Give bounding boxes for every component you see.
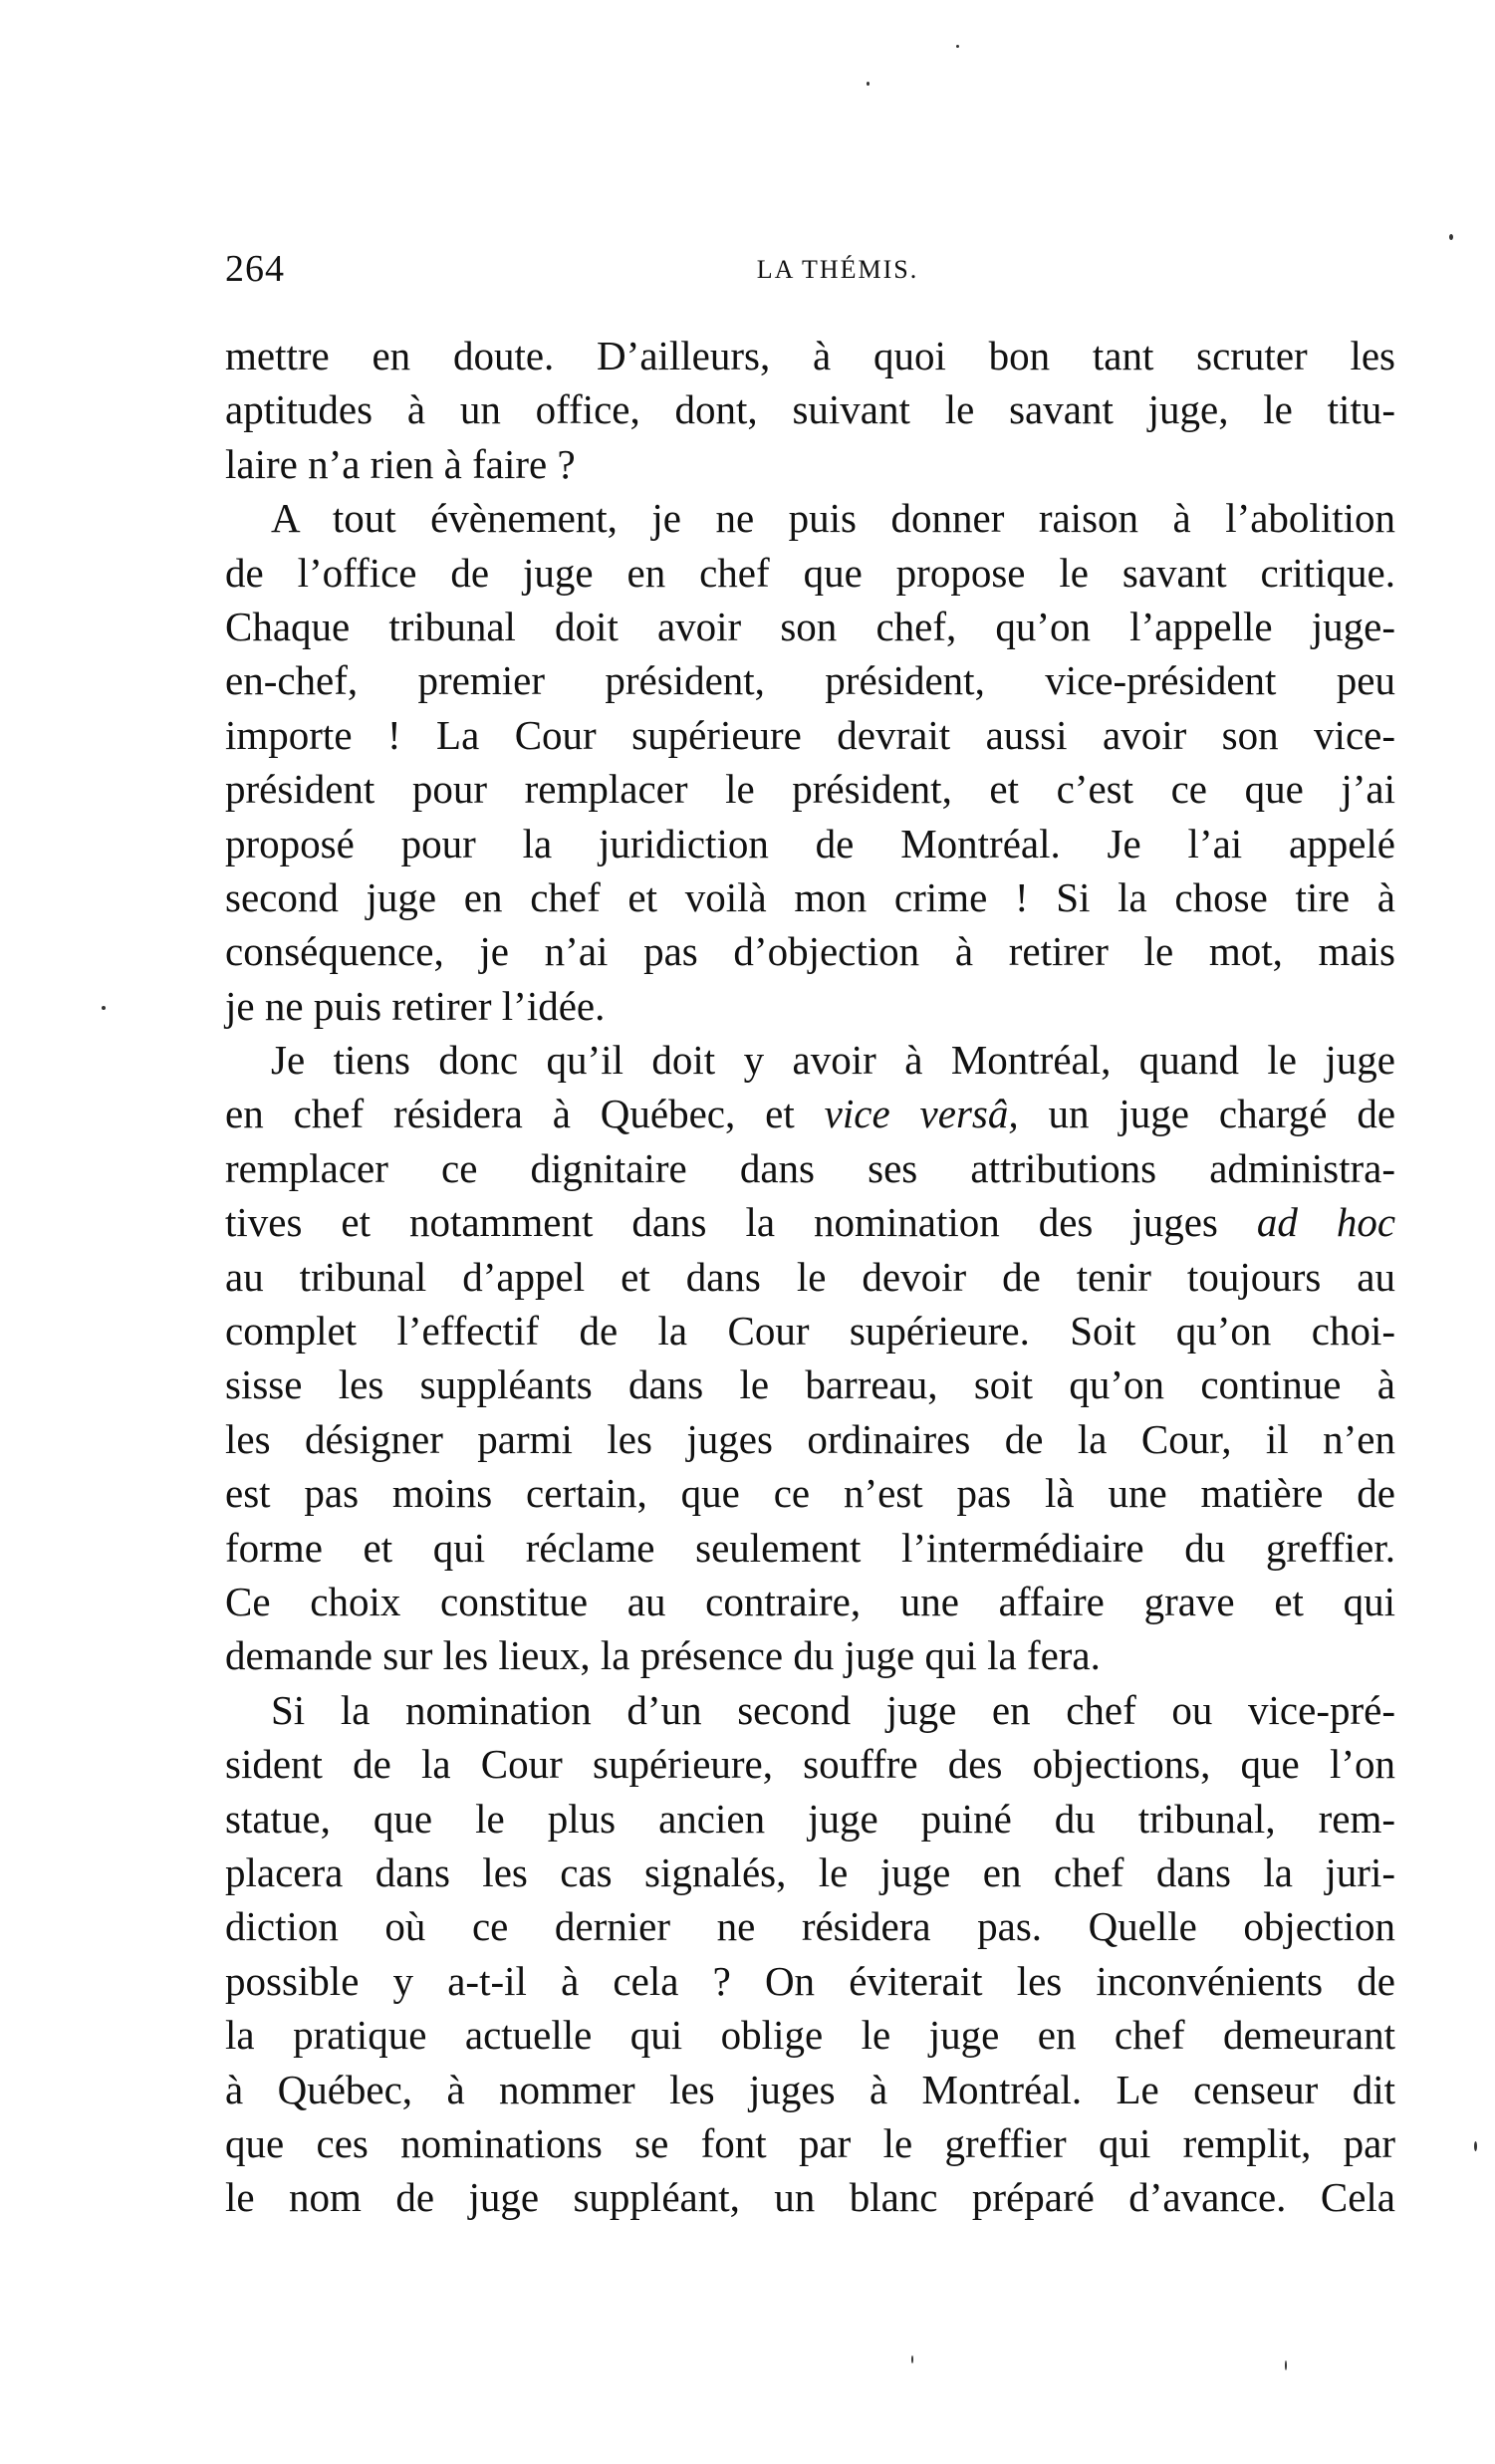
text-line: aptitudes à un office, dont, suivant le savant juge, le titu- bbox=[225, 386, 1395, 433]
text-line: président pour remplacer le président, et c’est ce que j’ai bbox=[225, 766, 1395, 813]
text-line: est pas moins certain, que ce n’est pas là une matière de bbox=[225, 1470, 1395, 1517]
body-text bbox=[225, 329, 1395, 2225]
italic-phrase: ad hoc bbox=[1256, 1199, 1396, 1246]
text-line: laire n’a rien à faire ? bbox=[225, 440, 576, 487]
text-line: complet l’effectif de la Cour supérieure. Soit qu’on choi- bbox=[225, 1308, 1395, 1355]
text-line: Ce choix constitue au contraire, une affaire grave et qui bbox=[225, 1578, 1395, 1624]
text-line: proposé pour la juridiction de Montréal. Je l’ai appelé bbox=[225, 820, 1395, 866]
page-number: 264 bbox=[225, 248, 285, 290]
text-line: statue, que le plus ancien juge puiné du tribunal, rem- bbox=[225, 1795, 1395, 1842]
text-line: A tout évènement, je ne puis donner raison à l’abolition bbox=[271, 495, 1395, 542]
scan-speck bbox=[102, 1006, 106, 1010]
text-line: diction où ce dernier ne résidera pas. Quelle objection bbox=[225, 1903, 1395, 1950]
scan-speck bbox=[1474, 2141, 1477, 2151]
scan-speck bbox=[867, 82, 870, 86]
scan-speck bbox=[1449, 234, 1453, 240]
text-line: la pratique actuelle qui oblige le juge en chef demeurant bbox=[225, 2012, 1395, 2059]
page-header bbox=[225, 247, 1395, 307]
paragraph-3 bbox=[225, 1033, 1395, 1683]
text-line-mixed bbox=[225, 1195, 1395, 1249]
text-segment: un juge chargé de bbox=[1048, 1091, 1396, 1137]
text-line: possible y a-t-il à cela ? On éviterait les inconvénients de bbox=[225, 1957, 1395, 2004]
text-line: en-chef, premier président, président, vice-président peu bbox=[225, 657, 1395, 704]
running-title: LA THÉMIS. bbox=[756, 255, 919, 284]
scan-speck bbox=[911, 2355, 913, 2363]
text-line: second juge en chef et voilà mon crime ! Si la chose tire à bbox=[225, 873, 1395, 920]
text-line: au tribunal d’appel et dans le devoir de tenir toujours au bbox=[225, 1253, 1395, 1300]
text-line: placera dans les cas signalés, le juge en chef dans la juri- bbox=[225, 1848, 1395, 1895]
text-line: Si la nomination d’un second juge en chef ou vice-pré- bbox=[271, 1686, 1395, 1733]
text-line: sident de la Cour supérieure, souffre des objections, que l’on bbox=[225, 1741, 1395, 1788]
text-segment: tives et notamment dans la nomination des juges bbox=[225, 1199, 1218, 1246]
text-line: je ne puis retirer l’idée. bbox=[225, 982, 606, 1029]
text-line: Chaque tribunal doit avoir son chef, qu’on l’appelle juge- bbox=[225, 603, 1395, 649]
paragraph-4 bbox=[225, 1683, 1395, 2225]
scan-speck bbox=[956, 45, 959, 48]
italic-phrase: vice versâ, bbox=[824, 1091, 1019, 1137]
scan-speck bbox=[1285, 2360, 1287, 2370]
paragraph-2 bbox=[225, 491, 1395, 1033]
text-line: que ces nominations se font par le greffier qui remplit, par bbox=[225, 2119, 1395, 2166]
text-line: le nom de juge suppléant, un blanc préparé d’avance. Cela bbox=[225, 2174, 1395, 2221]
text-line: à Québec, à nommer les juges à Montréal. Le censeur dit bbox=[225, 2066, 1395, 2112]
text-line: mettre en doute. D’ailleurs, à quoi bon tant scruter les bbox=[225, 333, 1395, 378]
text-line: sisse les suppléants dans le barreau, soit qu’on continue à bbox=[225, 1361, 1395, 1408]
text-line: conséquence, je n’ai pas d’objection à retirer le mot, mais bbox=[225, 928, 1395, 975]
text-line: Je tiens donc qu’il doit y avoir à Montréal, quand le juge bbox=[271, 1037, 1395, 1084]
text-line: importe ! La Cour supérieure devrait aussi avoir son vice- bbox=[225, 711, 1395, 758]
text-line: demande sur les lieux, la présence du juge qui la fera. bbox=[225, 1632, 1101, 1679]
text-line-mixed bbox=[225, 1087, 1395, 1140]
text-line: de l’office de juge en chef que propose le savant critique. bbox=[225, 549, 1395, 596]
text-line: forme et qui réclame seulement l’intermédiaire du greffier. bbox=[225, 1524, 1395, 1571]
text-segment: en chef résidera à Québec, et bbox=[225, 1091, 795, 1137]
text-line: remplacer ce dignitaire dans ses attributions administra- bbox=[225, 1144, 1395, 1191]
text-line: les désigner parmi les juges ordinaires de la Cour, il n’en bbox=[225, 1415, 1395, 1462]
paragraph-1 bbox=[225, 329, 1395, 491]
